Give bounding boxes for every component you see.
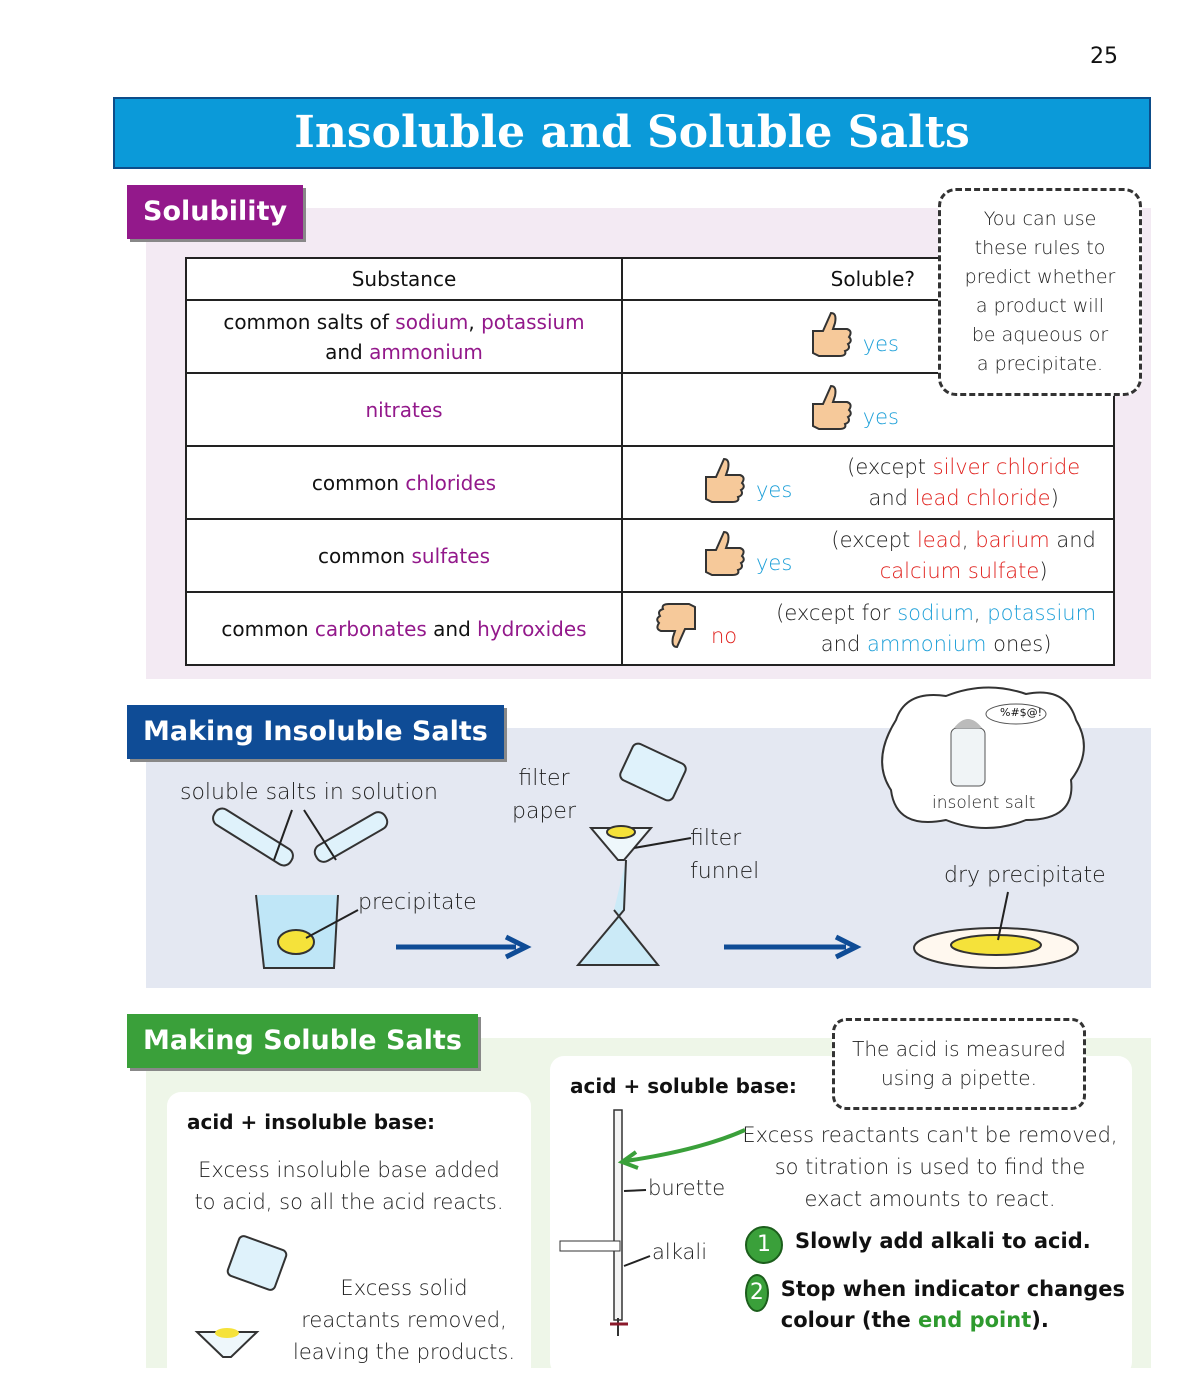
page-title: Insoluble and Soluble Salts bbox=[113, 97, 1151, 169]
highlighted-term: calcium sulfate bbox=[879, 558, 1040, 583]
highlighted-term: lead chloride bbox=[914, 485, 1051, 510]
step-text bbox=[781, 1274, 1125, 1336]
soluble-cell bbox=[622, 519, 1114, 592]
text-segment: Stop when indicator changes colour (the bbox=[780, 1277, 1125, 1332]
answer-yes: yes bbox=[862, 404, 899, 429]
text-segment: and bbox=[820, 631, 861, 656]
answer-yes: yes bbox=[756, 550, 793, 575]
highlighted-term: nitrates bbox=[365, 397, 443, 422]
highlighted-term: barium bbox=[975, 527, 1050, 552]
label-precipitate: precipitate bbox=[358, 890, 477, 915]
soluble-heading: Making Soluble Salts bbox=[127, 1014, 478, 1068]
table-row bbox=[186, 446, 1114, 519]
thumbs-up-icon bbox=[805, 378, 855, 441]
insoluble-heading: Making Insoluble Salts bbox=[127, 705, 504, 759]
salt-shaker-icon bbox=[951, 719, 985, 786]
text-segment: and bbox=[426, 616, 478, 641]
solubility-heading: Solubility bbox=[127, 185, 303, 239]
text-segment: and bbox=[325, 339, 363, 364]
text-segment: common salts of bbox=[223, 309, 396, 334]
highlighted-term: lead bbox=[916, 527, 962, 552]
header-substance: Substance bbox=[186, 258, 622, 300]
thumbs-up-icon bbox=[698, 451, 748, 514]
highlighted-term: sulfates bbox=[411, 543, 490, 568]
burette-icon bbox=[550, 1106, 750, 1376]
highlighted-term: potassium bbox=[987, 600, 1097, 625]
funnel-pour-icon bbox=[187, 1232, 307, 1372]
label-alkali: alkali bbox=[652, 1240, 708, 1264]
insoluble-base-text: Excess insoluble base added to acid, so all the acid reacts. bbox=[194, 1158, 504, 1214]
text-segment: , bbox=[961, 527, 976, 552]
titration-text: Excess reactants can't be removed, so titration is used to find the exact amounts to react. bbox=[742, 1123, 1118, 1211]
answer-yes: yes bbox=[756, 477, 793, 502]
text-segment: (except for bbox=[776, 600, 898, 625]
pipette-tip-text: The acid is measured using a pipette. bbox=[852, 1037, 1066, 1090]
text-segment: ) bbox=[1050, 485, 1059, 510]
text-segment: ) bbox=[1039, 558, 1048, 583]
highlighted-term: hydroxides bbox=[477, 616, 587, 641]
speech-text: %#$@! bbox=[1000, 706, 1043, 719]
text-segment: , bbox=[973, 600, 988, 625]
exception-note bbox=[814, 525, 1113, 587]
label-burette: burette bbox=[648, 1176, 726, 1200]
tip-bubble bbox=[938, 188, 1142, 396]
text-segment: common bbox=[311, 470, 406, 495]
steps-list bbox=[745, 1226, 1125, 1346]
thumbs-down-icon bbox=[653, 597, 703, 660]
text-segment: (except bbox=[831, 527, 917, 552]
header-soluble: Soluble? bbox=[622, 258, 1114, 300]
text-segment: (except bbox=[847, 454, 933, 479]
text-segment: ). bbox=[1031, 1308, 1049, 1332]
cloud-caption: insolent salt bbox=[932, 793, 1036, 813]
beaker-icon bbox=[256, 895, 338, 968]
thumbs-up-icon bbox=[805, 305, 855, 368]
label-filter-paper: filter paper bbox=[512, 766, 576, 824]
highlighted-term: ammonium bbox=[369, 339, 483, 364]
substance-cell bbox=[186, 592, 622, 665]
step-item bbox=[745, 1274, 1125, 1336]
exception-note bbox=[814, 452, 1113, 514]
insoluble-base-card bbox=[167, 1092, 531, 1382]
highlighted-term: ammonium bbox=[866, 631, 987, 656]
table-row bbox=[186, 519, 1114, 592]
step-number-badge: 2 bbox=[745, 1274, 769, 1312]
thumbs-up-icon bbox=[698, 524, 748, 587]
label-soluble-salts: soluble salts in solution bbox=[180, 780, 438, 805]
text-segment: ones) bbox=[986, 631, 1052, 656]
label-dry-precipitate: dry precipitate bbox=[944, 863, 1106, 888]
arrow-icon bbox=[396, 937, 526, 957]
text-segment: , bbox=[468, 309, 482, 334]
excess-removed-note: Excess solid reactants removed, leaving the products. bbox=[293, 1276, 515, 1364]
test-tubes-icon bbox=[210, 806, 390, 869]
text-segment: Slowly add alkali to acid. bbox=[795, 1229, 1091, 1253]
highlighted-term: chlorides bbox=[405, 470, 497, 495]
text-segment: and bbox=[1056, 527, 1096, 552]
soluble-cell bbox=[622, 446, 1114, 519]
answer-yes: yes bbox=[862, 331, 899, 356]
flask-funnel-icon bbox=[578, 742, 688, 965]
highlighted-term: potassium bbox=[481, 309, 585, 334]
arrow-icon bbox=[724, 937, 856, 957]
text-segment: and bbox=[868, 485, 909, 510]
substance-cell bbox=[186, 446, 622, 519]
pipette-tip-bubble bbox=[832, 1018, 1086, 1110]
plate-icon bbox=[914, 928, 1078, 968]
insoluble-base-title: acid + insoluble base: bbox=[187, 1110, 436, 1134]
highlighted-term: sodium bbox=[395, 309, 469, 334]
substance-cell bbox=[186, 300, 622, 373]
substance-cell bbox=[186, 373, 622, 446]
highlighted-term: sodium bbox=[897, 600, 974, 625]
substance-cell bbox=[186, 519, 622, 592]
highlighted-term: silver chloride bbox=[932, 454, 1081, 479]
text-segment: common bbox=[318, 543, 412, 568]
soluble-base-title: acid + soluble base: bbox=[570, 1074, 797, 1098]
page-number: 25 bbox=[1090, 44, 1118, 69]
exception-note bbox=[759, 598, 1113, 660]
soluble-cell bbox=[622, 592, 1114, 665]
step-item bbox=[745, 1226, 1125, 1264]
highlighted-term: carbonates bbox=[314, 616, 427, 641]
highlighted-term: end point bbox=[918, 1308, 1032, 1332]
text-segment: common bbox=[221, 616, 315, 641]
insoluble-illustration bbox=[146, 680, 1151, 990]
step-number-badge: 1 bbox=[745, 1226, 783, 1264]
tip-text: You can use these rules to predict whether a product will be aqueous or a precipitate. bbox=[964, 208, 1116, 375]
step-text bbox=[795, 1226, 1091, 1257]
label-filter-funnel: filter funnel bbox=[690, 826, 760, 884]
answer-no: no bbox=[711, 623, 738, 648]
table-row bbox=[186, 592, 1114, 665]
